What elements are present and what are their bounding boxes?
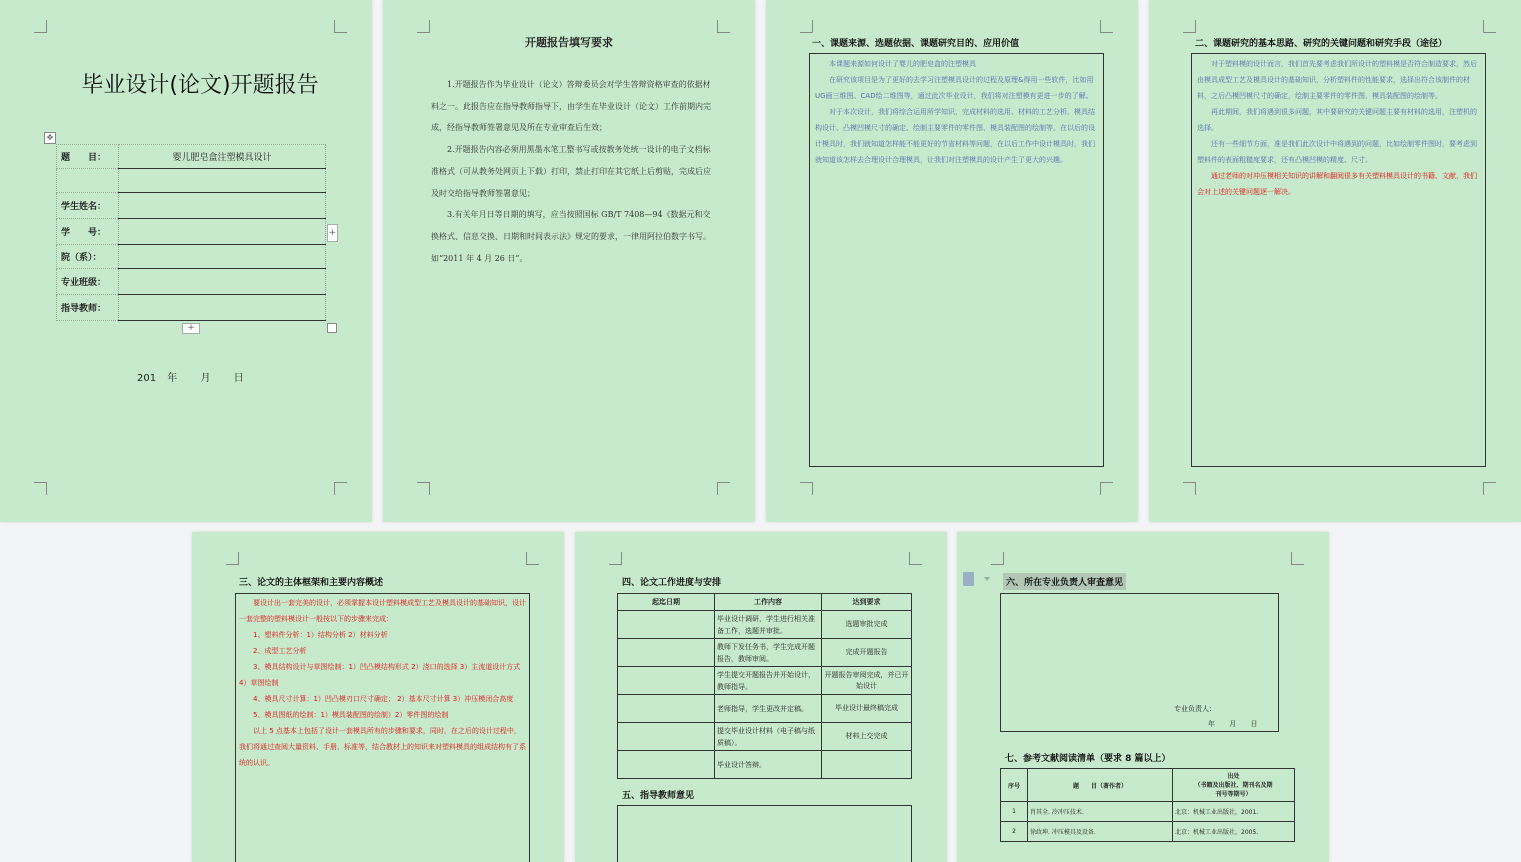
- schedule-content-cell[interactable]: 老师指导，学生更改并定稿。: [715, 695, 822, 723]
- schedule-header-content: 工作内容: [715, 594, 822, 611]
- requirements-body: [431, 74, 715, 269]
- section-3-text: [236, 594, 529, 772]
- section-3-paragraph: 5、模具图纸的绘制：1）模具装配图的绘制）2）零件图的绘制: [253, 711, 449, 719]
- schedule-content-cell[interactable]: 教师下发任务书，学生完成开题报告，教师审阅。: [715, 639, 822, 667]
- ref-header-source-line-3: 刊号等期号）: [1215, 790, 1252, 798]
- cover-field-value[interactable]: [119, 245, 326, 269]
- cover-field-value[interactable]: [119, 269, 326, 295]
- reference-no-cell: 2: [1001, 822, 1028, 842]
- reference-title-cell[interactable]: 徐政坤. 冲压模具及设备.: [1028, 822, 1173, 842]
- page-requirements: [383, 0, 755, 522]
- corner-mark: [334, 482, 347, 495]
- schedule-header-goal: 达到要求: [822, 594, 912, 611]
- date-year: 201: [137, 373, 157, 384]
- section-4-title: 四、论文工作进度与安排: [622, 578, 722, 588]
- schedule-date-cell[interactable]: [618, 695, 715, 723]
- section-3-paragraph: 要设计出一套完美的设计，必须掌握本设计塑料模成型工艺及模具设计的基础知识，设计一套完整的塑料模设计一般按以下的步骤来完成：: [239, 599, 526, 623]
- cover-field-value[interactable]: 婴儿肥皂盒注塑模具设计: [119, 145, 326, 169]
- date-day-label: 日: [233, 373, 244, 384]
- section-6-box[interactable]: [1000, 593, 1279, 732]
- page-section-4: [575, 532, 947, 862]
- section-2-red-text: 通过老师的对冲压模相关知识的讲解和翻阅很多有关塑料模具设计的书籍、文献，我们会对上述的关键问题逐一解决。: [1197, 172, 1477, 196]
- cover-field-label: [57, 169, 119, 193]
- schedule-header-date: 起迄日期: [618, 594, 715, 611]
- reference-no-cell: 1: [1001, 802, 1028, 822]
- corner-mark: [417, 20, 430, 33]
- section-1-text: [810, 54, 1103, 170]
- schedule-row: [618, 639, 912, 667]
- corner-mark: [909, 552, 922, 565]
- requirement-paragraph: 1.开题报告作为毕业设计（论文）答辩委员会对学生答辩资格审查的依据材料之一。此报告应在指导教师指导下，由学生在毕业设计（论文）工作前期内完成，经指导教师签署意见及所在专业审查后生效；: [431, 80, 711, 133]
- corner-mark: [717, 482, 730, 495]
- section-3-box[interactable]: [235, 593, 530, 862]
- corner-mark: [800, 20, 813, 33]
- page-section-1: [766, 0, 1138, 522]
- corner-mark: [800, 482, 813, 495]
- corner-mark: [1183, 482, 1196, 495]
- reference-title-cell[interactable]: 肖其全. 冷冲压技术.: [1028, 802, 1173, 822]
- cover-field-value[interactable]: [119, 193, 326, 219]
- schedule-content-cell[interactable]: 毕业设计答辩。: [715, 751, 822, 779]
- schedule-date-cell[interactable]: [618, 751, 715, 779]
- corner-mark: [417, 482, 430, 495]
- schedule-goal-cell[interactable]: 毕业设计最终稿完成: [822, 695, 912, 723]
- requirements-title: 开题报告填写要求: [525, 36, 613, 49]
- cover-info-table: [56, 144, 326, 321]
- section-6-date: [1208, 719, 1257, 729]
- page-section-2: [1149, 0, 1521, 522]
- reference-row: [1001, 822, 1295, 842]
- table-move-handle-icon[interactable]: ✥: [44, 132, 56, 144]
- section-1-paragraph: 本课题来源如何设计了婴儿的肥皂盒的注塑模具: [829, 60, 976, 68]
- date-year-label: 年: [167, 373, 178, 384]
- cover-field-value[interactable]: [119, 295, 326, 321]
- reference-table: [1000, 768, 1295, 842]
- corner-mark: [1183, 20, 1196, 33]
- corner-mark: [717, 20, 730, 33]
- section-2-paragraph: 还有一些细节方面，准是我们此次设计中将遇到的问题，比如绘制零件图时，要考虑到塑料件的表面粗糙度要求，还有凸模凹模的精度、尺寸。: [1197, 140, 1477, 164]
- corner-mark: [526, 552, 539, 565]
- date-month-label: 月: [1229, 720, 1237, 728]
- schedule-row: [618, 695, 912, 723]
- cover-field-row: [57, 245, 326, 269]
- cover-date: [137, 369, 244, 384]
- section-3-paragraph: 1、塑料件分析：1）结构分析 2）材料分析: [253, 631, 388, 639]
- document-icon[interactable]: [963, 572, 974, 586]
- chevron-down-icon[interactable]: [984, 577, 990, 581]
- requirement-paragraph: 3.有关年月日等日期的填写，应当按照国标 GB/T 7408—94《数据元和交换格式、信息交换、日期和时间表示法》规定的要求，一律用阿拉伯数字书写。如“2011 年 4 月 26 日”。: [431, 210, 711, 263]
- corner-mark: [1483, 482, 1496, 495]
- section-3-paragraph: 3、模具结构设计与草图绘制：1）凹凸模结构形式 2）浇口的选择 3）主流道设计方式 4）草图绘制: [239, 663, 521, 687]
- page-section-6: [957, 532, 1329, 862]
- schedule-goal-cell[interactable]: 材料上交完成: [822, 723, 912, 751]
- schedule-goal-cell[interactable]: 完成开题报告: [822, 639, 912, 667]
- cover-field-label: 题 目：: [57, 145, 119, 169]
- cover-field-label: 院（系）：: [57, 245, 119, 269]
- schedule-content-cell[interactable]: 提交毕业设计材料（电子稿与纸质稿）。: [715, 723, 822, 751]
- schedule-row: [618, 751, 912, 779]
- schedule-goal-cell[interactable]: [822, 751, 912, 779]
- cover-field-row: [57, 169, 326, 193]
- section-6-title: 六、所在专业负责人审查意见: [1003, 573, 1126, 590]
- schedule-date-cell[interactable]: [618, 723, 715, 751]
- cover-field-row: [57, 145, 326, 169]
- schedule-goal-cell[interactable]: 开题报告审阅完成，并已开始设计: [822, 667, 912, 695]
- corner-mark: [334, 20, 347, 33]
- section-7-title: 七、参考文献阅读清单（要求 8 篇以上）: [1005, 754, 1171, 764]
- section-2-blue-text: [1197, 56, 1480, 168]
- cover-field-row: [57, 219, 326, 245]
- date-day-label: 日: [1250, 720, 1258, 728]
- section-3-title: 三、论文的主体框架和主要内容概述: [239, 578, 384, 588]
- schedule-row: [618, 611, 912, 639]
- section-1-paragraph: 对于本次设计，我们将综合运用所学知识，完成材料的选用、材料的工艺分析、模具结构设计、凸模凹模尺寸的确定、绘制主要零件的零件图、模具装配图的绘制等。在以后的设计模具时，我们就知道怎样能不能更好的节省材料等问题，在以后工作中设计模具时，我们就知道该怎样去合理设计合理模具，让我们对注塑模具的设计产生了更大的兴趣。: [815, 108, 1095, 164]
- date-year-label: 年: [1208, 720, 1215, 728]
- schedule-table: [617, 593, 912, 779]
- section-3-paragraph: 以上 5 点基本上包括了设计一套模具所有的步骤和要求，同时，在之后的设计过程中，我们将通过查阅大量资料、手册、标准等，结合教材上的知识来对塑料模具的组成结构有了系统的认识。: [239, 727, 526, 767]
- schedule-date-cell[interactable]: [618, 611, 715, 639]
- corner-mark: [991, 552, 1004, 565]
- add-column-button[interactable]: +: [327, 224, 338, 242]
- cover-field-label: 指导教师：: [57, 295, 119, 321]
- ref-header-source: [1173, 769, 1295, 802]
- section-2-box[interactable]: [1191, 53, 1486, 467]
- schedule-row: [618, 723, 912, 751]
- ref-header-source-line-1: 出处: [1227, 772, 1240, 780]
- reference-source-cell[interactable]: 北京：机械工业出版社，2005.: [1173, 822, 1295, 842]
- cover-title: 毕业设计(论文)开题报告: [81, 73, 319, 98]
- corner-mark: [226, 552, 239, 565]
- add-row-button[interactable]: +: [182, 323, 200, 334]
- section-1-paragraph: 在研究该项目是为了更好的去学习注塑模具设计的过程及原理&得用一些软件，比如用UG画三维图、CAD绘二维图等，通过此次毕业设计，我们将对注塑模有更进一步的了解。: [815, 76, 1094, 100]
- cover-field-value[interactable]: [119, 169, 326, 193]
- corner-mark: [609, 552, 622, 565]
- corner-mark: [34, 20, 47, 33]
- schedule-content-cell[interactable]: 学生提交开题报告并开始设计，教师指导。: [715, 667, 822, 695]
- requirement-paragraph: 2.开题报告内容必须用黑墨水笔工整书写或按教务处统一设计的电子文档标准格式（可从教务处网页上下载）打印，禁止打印在其它纸上后剪贴，完成后应及时交给指导教师签署意见；: [431, 145, 711, 198]
- schedule-content-cell[interactable]: 毕业设计调研，学生进行相关准备工作，选题并审批。: [715, 611, 822, 639]
- reference-source-cell[interactable]: 北京：机械工业出版社，2001.: [1173, 802, 1295, 822]
- section-3-paragraph: 4、模具尺寸计算：1）凹凸模刃口尺寸确定； 2）基本尺寸计算 3）冲压模闭合高度: [253, 695, 514, 703]
- section-3-paragraph: 2、成型工艺分析: [253, 647, 307, 655]
- cover-field-value[interactable]: [119, 219, 326, 245]
- cover-field-row: [57, 193, 326, 219]
- section-1-box[interactable]: [809, 53, 1104, 467]
- section-5-title: 五、指导教师意见: [622, 791, 695, 801]
- corner-mark: [1100, 482, 1113, 495]
- schedule-date-cell[interactable]: [618, 667, 715, 695]
- cover-field-row: [57, 295, 326, 321]
- section-2-text: [1192, 54, 1485, 202]
- cover-field-label: 学生姓名：: [57, 193, 119, 219]
- date-month-label: 月: [200, 373, 211, 384]
- corner-mark: [1483, 20, 1496, 33]
- corner-mark: [1100, 20, 1113, 33]
- schedule-goal-cell[interactable]: 选题审批完成: [822, 611, 912, 639]
- page-cover: [0, 0, 372, 522]
- page-section-3: [192, 532, 564, 862]
- ref-header-source-line-2: （书籍及出版社、期刊名及期: [1194, 781, 1273, 789]
- section-2-paragraph: 对于塑料模的设计而言，我们首先要考虑我们所设计的塑料模是否符合制造要求，然后由模具成型工艺及模具设计的基础知识，分析塑料件的性能要求，选择出符合该制件的材料，之后凸模凹模尺寸的确定，绘制主要零件的零件图、模具装配图的绘制等。: [1197, 60, 1477, 100]
- cover-field-label: 学 号：: [57, 219, 119, 245]
- cover-field-label: 专业班级：: [57, 269, 119, 295]
- corner-mark: [34, 482, 47, 495]
- section-2-paragraph: 再此期间，我们将遇到很多问题，其中要研究的关键问题主要有材料的选用，注塑机的选择。: [1197, 108, 1477, 132]
- ref-header-title: 题 目（著作者）: [1028, 769, 1173, 802]
- corner-mark: [1291, 552, 1304, 565]
- cover-field-row: [57, 269, 326, 295]
- table-resize-handle-icon[interactable]: [327, 323, 337, 333]
- schedule-date-cell[interactable]: [618, 639, 715, 667]
- section-2-title: 二、课题研究的基本思路、研究的关键问题和研究手段（途径）: [1195, 39, 1448, 49]
- section-1-title: 一、课题来源、选题依据、课题研究目的、应用价值: [812, 39, 1020, 49]
- section-5-box[interactable]: [617, 805, 912, 862]
- ref-header-no: 序号: [1001, 769, 1028, 802]
- schedule-row: [618, 667, 912, 695]
- section-6-signature: 专业负责人：: [1174, 705, 1216, 713]
- reference-row: [1001, 802, 1295, 822]
